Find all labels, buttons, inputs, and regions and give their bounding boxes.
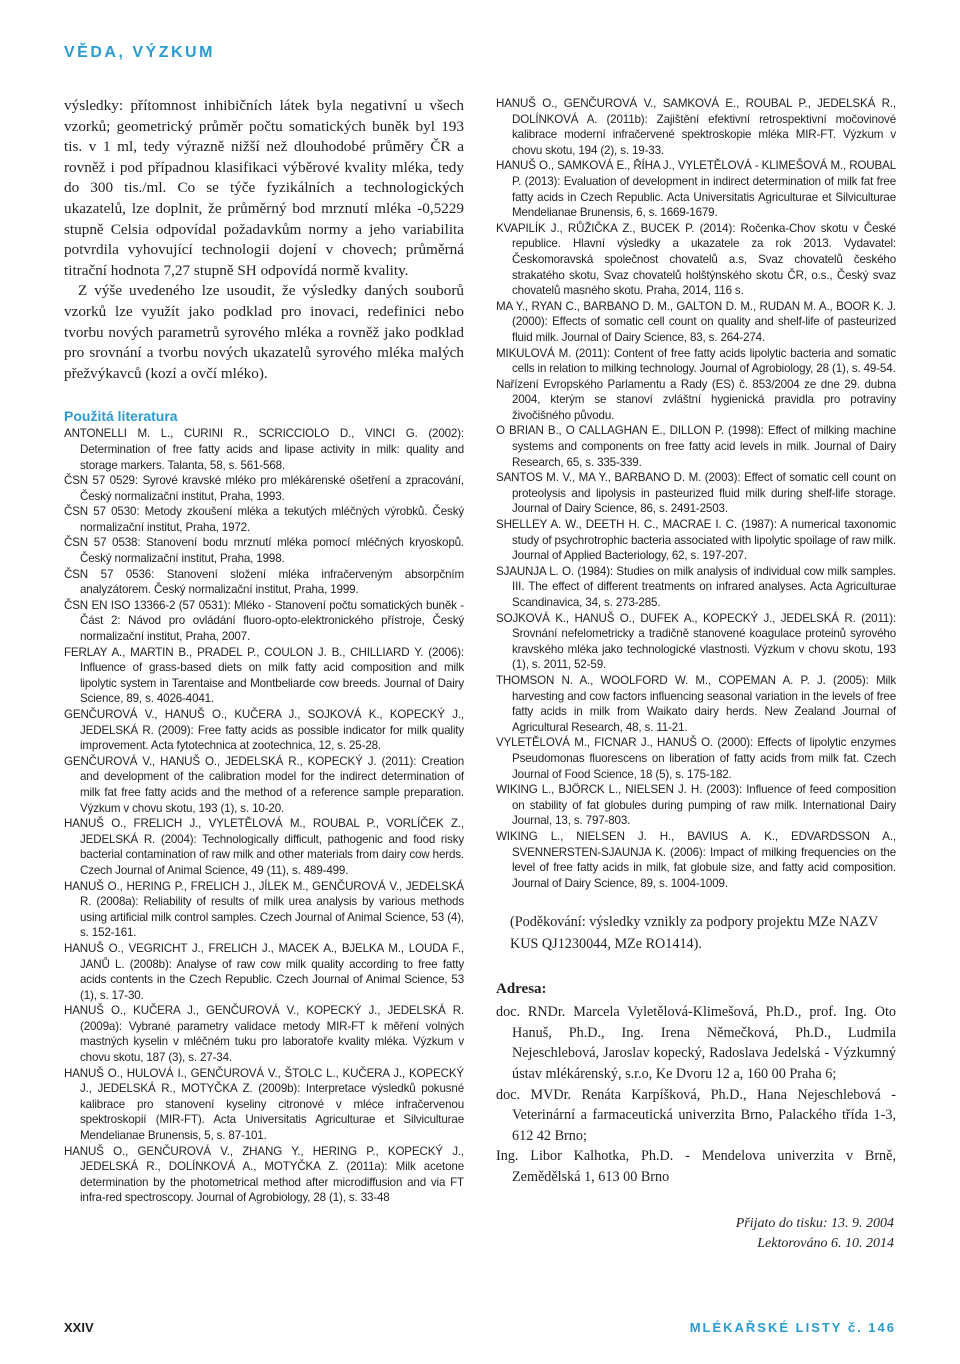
reference-item: MA Y., RYAN C., BARBANO D. M., GALTON D. M., RUDAN M. A., BOOR K. J. (2000): Effects of somatic cell count on quality and shelf-life of pasteurized fluid milk. Journal of Dairy Science, 83, s. 264-274. [496,299,896,344]
reference-item: ČSN 57 0529: Syrové kravské mléko pro mlékárenské ošetření a zpracování, Český normalizační institut, Praha, 1993. [64,474,464,503]
reference-item: SJAUNJA L. O. (1984): Studies on milk analysis of individual cow milk samples. III. The effect of different treatments on infrared analyses. Acta Agriculturae Scandinavica, 34, s. 273-285. [496,564,896,609]
address-list [496,1002,896,1187]
references-list-left [64,426,464,1206]
reference-item: O BRIAN B., O CALLAGHAN E., DILLON P. (1998): Effect of milking machine systems and components on free fatty acid levels in milk. Journal of Dairy Research, 65, s. 335-339. [496,424,896,469]
reference-item: ČSN 57 0536: Stanovení složení mléka infračerveným absorpčním analyzátorem. Český normalizační institut, Praha, 1999. [64,567,464,597]
reference-item: ANTONELLI M. L., CURINI R., SCRICCIOLO D., VINCI G. (2002): Determination of free fatty acids and lipase activity in milk: quality and storage markers. Talanta, 58, s. 561-568. [64,427,464,472]
reference-item: HANUŠ O., HULOVÁ I., GENČUROVÁ V., ŠTOLC L., KUČERA J., KOPECKÝ J., JEDELSKÁ R., MOTYČKA Z. (2009b): Interpretace výsledků pokusné kalibrace pro stanovení kyseliny citronové v mléce infračervenou spektroskopií (MIR-FT). Acta Universitatis Agriculturae et Silviculturae Mendelianae Brunensis, 5, s. 87-101. [64,1066,464,1143]
reference-item: HANUŠ O., GENČUROVÁ V., ZHANG Y., HERING P., KOPECKÝ J., JEDELSKÁ R., DOLÍNKOVÁ A., MOTYČKA Z. (2011a): Milk acetone determination by the photometrical method after microdiffusion and via FT infra-red spectroscopy. Journal of Agrobiology, 28 (1), s. 33-48 [64,1144,464,1205]
body-paragraph-2: Z výše uvedeného lze usoudit, že výsledky daných souborů vzorků lze využít jako podklad pro inovaci, redefinici nebo tvorbu nových parametrů syrového mléka a rovněž jako podklad pro srovnání a tvorbu nových ukazatelů syrového mléka malých přežvýkavců (kozí a ovčí mléko). [64,282,464,382]
address-entry: doc. MVDr. Renáta Karpíšková, Ph.D., Hana Nejeschlebová - Veterinární a farmaceutická univerzita Brno, Palackého třída 1-3, 612 42 Brno; [496,1086,896,1144]
reference-item: HANUŠ O., HERING P., FRELICH J., JÍLEK M., GENČUROVÁ V., JEDELSKÁ R. (2008a): Reliability of results of milk urea analysis by various methods using artificial milk control samples. Czech Journal of Animal Science, 53 (4), s. 152-161. [64,879,464,940]
right-column [496,96,896,1254]
reference-item: FERLAY A., MARTIN B., PRADEL P., COULON J. B., CHILLIARD Y. (2006): Influence of grass-based diets on milk fatty acid composition and milk lipolytic system in Tarentaise and Montbeliarde cow breeds. Journal of Dairy Science, 89, s. 4026-4041. [64,645,464,706]
reference-item: ČSN 57 0538: Stanovení bodu mrznutí mléka pomocí mléčných kryoskopů. Český normalizační institut, Praha, 1998. [64,536,464,566]
page-number: XXIV [64,1320,94,1335]
left-column [64,96,464,1206]
references-list-right [496,96,896,891]
address-entry: Ing. Libor Kalhotka, Ph.D. - Mendelova univerzita v Brně, Zemědělská 1, 613 00 Brno [496,1148,896,1186]
reference-item: ČSN 57 0530: Metody zkoušení mléka a tekutých mléčných výrobků. Český normalizační institut, Praha, 1972. [64,505,464,534]
address-entry: doc. RNDr. Marcela Vyletělová-Klimešová, Ph.D., prof. Ing. Oto Hanuš, Ph.D., Ing. Irena Němečková, Ph.D., Ludmila Nejeschlebová, Jaroslav kopecký, Radoslava Jedelská - Výzkumný ústav mlékárenský, s.r.o, Ke Dvoru 12 a, 160 00 Praha 6; [496,1004,896,1083]
reference-item: SOJKOVÁ K., HANUŠ O., DUFEK A., KOPECKÝ J., JEDELSKÁ R. (2011): Srovnání nefelometricky a tradičně stanovené koagulace proteinů syrového kravského mléka jako technologické vlastnosti. Výzkum v chovu skotu, 193 (1), s. 2011, 52-59. [496,611,896,672]
reference-item: KVAPILÍK J., RŮŽIČKA Z., BUCEK P. (2014): Ročenka-Chov skotu v České republice. Hlavní výsledky a ukazatele za rok 2013. Vydavatel: Českomoravská společnost chovatelů a.s, Svaz chovatelů českého strakatého skotu, Svaz chovatelů holštýnského skotu ČR, o.s., Český svaz chovatelů masného skotu. Praha, 2014, 116 s. [496,221,896,298]
received-date: Přijato do tisku: 13. 9. 2004 [735,1215,894,1231]
body-paragraph-1: výsledky: přítomnost inhibičních látek byla negativní u všech vzorků; geometrický průměr počtu somatických buněk byl 193 tis. v 1 ml, tedy výrazně nižší než dlouhodobé průměry ČR a rovněž i pod případnou klasifikaci výběrové kvality mléka, tedy do 300 tis./ml. Co se týče fyzikálních a technologických ukazatelů, lze doplnit, že průměrný bod mrznutí mléka -0,5229 stupně Celsia odpovídal požadavkům normy a jeho variabilita potvrdila vyhovující technologii dojení v chovech; průměrná titrační hodnota 7,27 stupně SH odpovídá normě kvality. [64,97,464,279]
reference-item: HANUŠ O., SAMKOVÁ E., ŘÍHA J., VYLETĚLOVÁ - KLIMEŠOVÁ M., ROUBAL P. (2013): Evaluation of development in indirect determination of milk fat free fatty acids in Czech Republic. Acta Universitatis Agriculturae et Silviculturae Mendelianae Brunensis, 6, s. 1669-1679. [496,159,896,220]
reference-item: WIKING L., BJÖRCK L., NIELSEN J. H. (2003): Influence of feed composition on stability of fat globules during pumping of raw milk. International Dairy Journal, 13, s. 797-803. [496,783,896,828]
reference-item: Nařízení Evropského Parlamentu a Rady (ES) č. 853/2004 ze dne 29. dubna 2004, kterým se stanoví zvláštní hygienická pravidla pro potraviny živočišného původu. [496,377,896,422]
reference-item: SANTOS M. V., MA Y., BARBANO D. M. (2003): Effect of somatic cell count on proteolysis and lipolysis in pasteurized fluid milk during shelf-life storage. Journal of Dairy Science, 86, s. 2491-2503. [496,471,896,516]
reference-item: HANUŠ O., GENČUROVÁ V., SAMKOVÁ E., ROUBAL P., JEDELSKÁ R., DOLÍNKOVÁ A. (2011b): Zajištění efektivní retrospektivní močovinové kalibrace moderní infračervené spektroskopie mléka MIR-FT. Výzkum v chovu skotu, 194 (2), s. 19-33. [496,97,896,157]
reference-item: HANUŠ O., FRELICH J., VYLETĚLOVÁ M., ROUBAL P., VORLÍČEK Z., JEDELSKÁ R. (2004): Technologically difficult, pathogenic and food risky bacterial contamination of raw milk and other materials from dairy cow herds. Czech Journal of Animal Science, 49 (11), s. 489-499. [64,817,464,877]
reference-item: GENČUROVÁ V., HANUŠ O., JEDELSKÁ R., KOPECKÝ J. (2011): Creation and development of the calibration model for the indirect determination of milk fat free fatty acids and the method of a reference sample preparation. Výzkum v chovu skotu, 193 (1), s. 10-20. [64,754,464,815]
reference-item: SHELLEY A. W., DEETH H. C., MACRAE I. C. (1987): A numerical taxonomic study of psychrotrophic bacteria associated with lipolytic spoilage of raw milk. Journal of Applied Bacteriology, 62, s. 197-207. [496,518,896,563]
dates-block [496,1214,894,1254]
reference-item: ČSN EN ISO 13366-2 (57 0531): Mléko - Stanovení počtu somatických buněk - Část 2: Návod pro ovládání fluoro-opto-elektronického přístroje, Český normalizační institut, Praha, 2007. [64,598,464,644]
journal-name: MLÉKAŘSKÉ LISTY č. 146 [689,1320,896,1335]
address-title: Adresa: [496,981,547,998]
reference-item: THOMSON N. A., WOOLFORD W. M., COPEMAN A. P. J. (2005): Milk harvesting and cow factors influencing seasonal variation in the levels of free fatty acids in milk from Waikato dairy herds. New Zealand Journal of Agricultural Research, 48, s. 11-21. [496,673,896,734]
reviewed-date: Lektorováno 6. 10. 2014 [757,1235,894,1251]
reference-item: HANUŠ O., VEGRICHT J., FRELICH J., MACEK A., BJELKA M., LOUDA F., JANŮ L. (2008b): Analyse of raw cow milk quality according to free fatty acids contents in the Czech Republic. Czech Journal of Animal Science, 53 (1), s. 17-30. [64,941,464,1002]
references-title: Použitá literatura [64,408,178,425]
reference-item: VYLETĚLOVÁ M., FICNAR J., HANUŠ O. (2000): Effects of lipolytic enzymes Pseudomonas fluorescens on liberation of fatty acids from milk fat. Czech Journal of Food Science, 18 (5), s. 175-182. [496,736,896,781]
section-header: VĚDA, VÝZKUM [64,44,215,61]
reference-item: WIKING L., NIELSEN J. H., BAVIUS A. K., EDVARDSSON A., SVENNERSTEN-SJAUNJA K. (2006): Impact of milking frequencies on the level of free fatty acids in milk, fat globule size, and fatty acid composition. Journal of Dairy Science, 89, s. 1004-1009. [496,829,896,890]
reference-item: HANUŠ O., KUČERA J., GENČUROVÁ V., KOPECKÝ J., JEDELSKÁ R. (2009a): Vybrané parametry validace metody MIR-FT k měření volných mastných kyselin v mléčném tuku pro laboratoře kvality mléka. Výzkum v chovu skotu, 187 (3), s. 27-34. [64,1004,464,1065]
reference-item: MIKULOVÁ M. (2011): Content of free fatty acids lipolytic bacteria and somatic cells in relation to milking technology. Journal of Agrobiology, 28 (1), s. 49-54. [496,346,896,376]
reference-item: GENČUROVÁ V., HANUŠ O., KUČERA J., SOJKOVÁ K., KOPECKÝ J., JEDELSKÁ R. (2009): Free fatty acids as possible indicator for milk quality improvement. Acta fytotechnica at zootechnica, 12, s. 25-28. [64,708,464,753]
acknowledgement: (Poděkování: výsledky vznikly za podpory projektu MZe NAZV KUS QJ1230044, MZe RO1414). [510,914,879,953]
